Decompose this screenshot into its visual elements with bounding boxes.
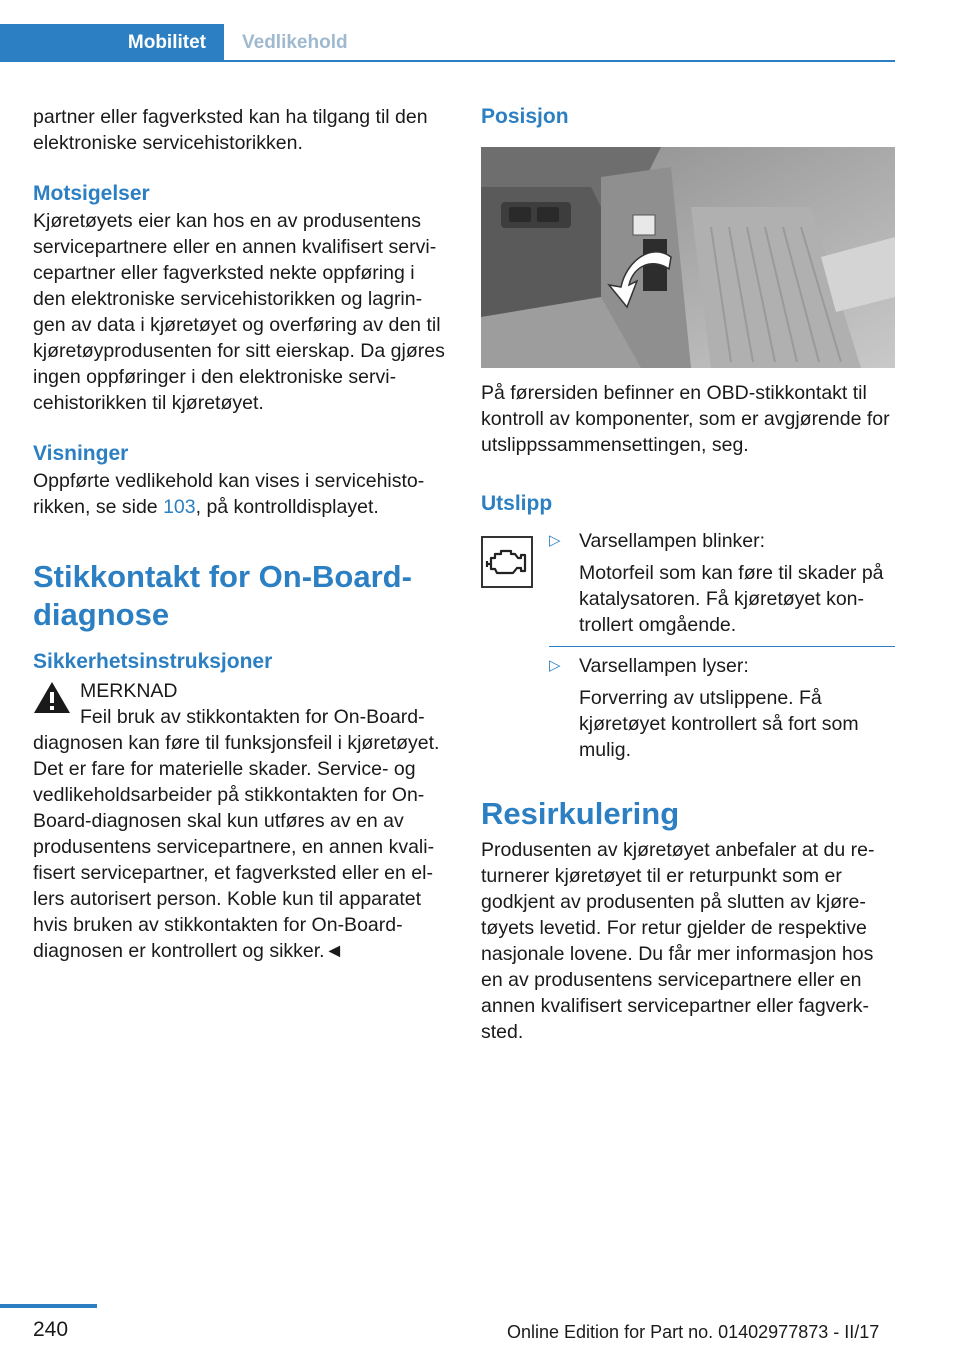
heading-posisjon: Posisjon [481, 105, 569, 128]
warning-block [33, 678, 448, 964]
paragraph-visninger [33, 468, 448, 520]
warning-text: diagnosen kan føre til funksjonsfeil i kjøretøyet. Det er fare for materielle skader. Service- og vedlikeholdsarbeider på stikkontakten for On-Board-diagnosen skal kun utføres av en av produsentens servicepartnere, en annen kvalifisert servicepartner, et fagverksted eller en ellers autorisert person. Koble kun til apparatet hvis bruken av stikkontakten for On-Board-diagnosen er kontrollert og sikker.◄ [33, 732, 440, 962]
bullet-triangle-icon: ▷ [549, 657, 561, 674]
left-column [33, 100, 448, 964]
paragraph-posisjon: På førersiden befinner en OBD-stikkontakt til kontroll av komponenter, som er avgjørende for utslippssammensettingen, seg. [481, 382, 890, 456]
paragraph-motsigelser: Kjøretøyets eier kan hos en av produsentens servicepartnere eller en annen kvalifisert servicepartner eller fagverksted nekte oppføring i den elektroniske servicehistorikken og lagringen av data i kjøretøyet og overføring av den til kjøretøyprodusenten for sitt eierskap. Da gjøres ingen oppføringer i den elektroniske servicehistorikken til kjøretøyet. [33, 210, 445, 414]
visninger-text-1: Oppførte vedlikehold kan vises i servicehistorikken, se side [33, 470, 425, 518]
edition-text: Online Edition for Part no. 01402977873 - II/17 [507, 1322, 880, 1342]
warning-icon [33, 680, 71, 714]
bullet-2-title: Varsellampen lyser: [579, 655, 749, 677]
bullet-2-text: Forverring av utslippene. Få kjøretøyet kontrollert så fort som mulig. [579, 687, 859, 761]
page-number: 240 [33, 1318, 69, 1341]
heading-resirkulering: Resirkulering [481, 796, 680, 831]
list-item-blinks [481, 528, 895, 638]
emission-list [481, 528, 895, 763]
page-link-103[interactable]: 103 [163, 496, 196, 518]
intro-paragraph: partner eller fagverksted kan ha tilgang til den elektroniske servicehistorikken. [33, 106, 428, 154]
tab-mobilitet[interactable]: Mobilitet [0, 24, 224, 62]
heading-utslipp: Utslipp [481, 492, 553, 515]
bullet-triangle-icon: ▷ [549, 532, 561, 549]
header-tabs [0, 24, 895, 62]
right-column [481, 100, 895, 1045]
warning-line-1: Feil bruk av stikkontakten for On-Board- [80, 706, 425, 728]
heading-stikkontakt: Stikkontakt for On-Board-diagnose [33, 559, 412, 632]
visninger-text-2: , på kontrolldisplayet. [195, 496, 379, 518]
bullet-1-title: Varsellampen blinker: [579, 530, 766, 552]
heading-motsigelser: Motsigelser [33, 182, 150, 205]
bullet-1-text: Motorfeil som kan føre til skader på katalysatoren. Få kjøretøyet kontrollert omgående. [579, 562, 884, 636]
header-rule [224, 60, 895, 62]
heading-sikkerhet: Sikkerhetsinstruksjoner [33, 650, 273, 673]
tab-vedlikehold[interactable]: Vedlikehold [242, 32, 348, 53]
paragraph-resirkulering: Produsenten av kjøretøyet anbefaler at du returnerer kjøretøyet til er returpunkt som er godkjent av produsenten på slutten av kjøretøyets levetid. For retur gjelder de respektive nasjonale lovene. Du får mer informasjon hos en av produsentens servicepartnere eller en annen kvalifisert servicepartner eller fagverksted. [481, 839, 875, 1043]
list-item-lights [481, 653, 895, 763]
footer-bar [0, 1304, 97, 1308]
warning-title: MERKNAD [80, 680, 178, 702]
list-separator [549, 646, 895, 647]
heading-visninger: Visninger [33, 442, 129, 465]
obd-location-photo [481, 147, 895, 368]
